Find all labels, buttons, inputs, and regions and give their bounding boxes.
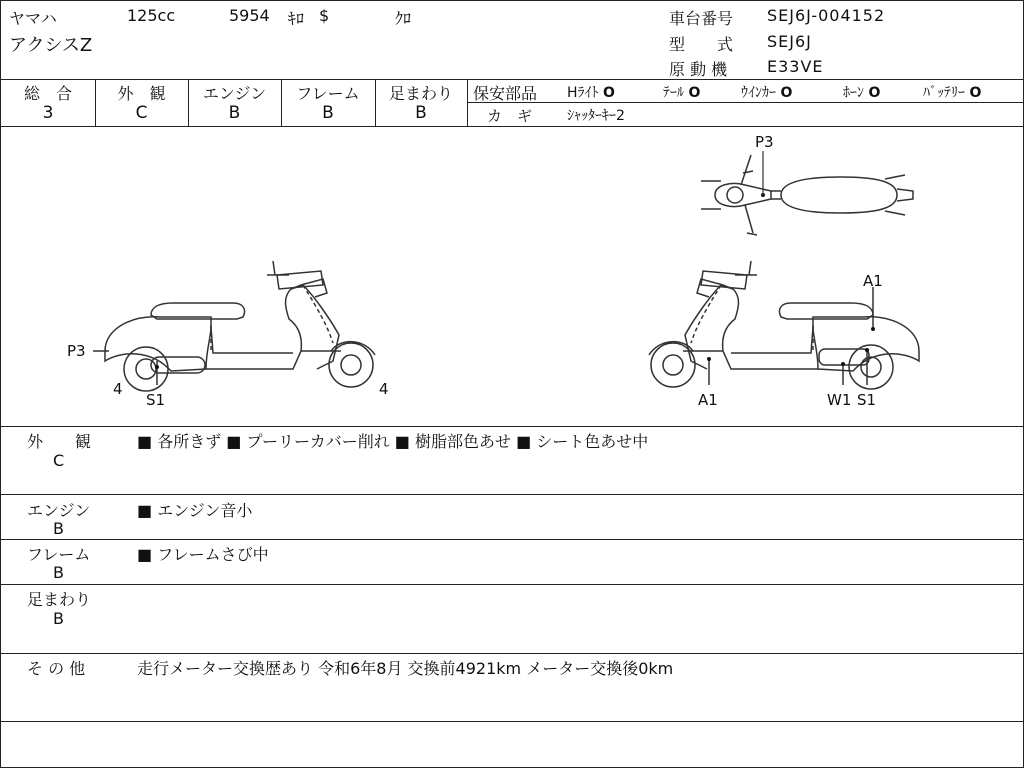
suspension-label: 足まわり: [388, 84, 453, 103]
top-view-scooter: [701, 155, 913, 235]
frame-section-grade: B: [53, 563, 64, 582]
type-value: SEJ6J: [767, 32, 812, 51]
divider: [1, 79, 1023, 80]
frame-label: フレーム: [296, 84, 360, 103]
divider: [1, 494, 1023, 495]
exterior-section-grade: C: [53, 451, 65, 470]
divider: [1, 539, 1023, 540]
safety-item-headlight: Hﾗｲﾄ O: [567, 85, 615, 101]
divider: [1, 721, 1023, 722]
key-value: ｼｬｯﾀｰｷｰ2: [567, 108, 625, 124]
total-grade: 3: [42, 103, 54, 123]
frame-grade: B: [322, 103, 334, 123]
frame-section-label: フレーム: [27, 545, 91, 564]
exterior-label: 外 観: [117, 84, 166, 103]
safety-label: 保安部品: [473, 84, 538, 103]
suspension-section-label: 足まわり: [27, 590, 92, 609]
other-section-text: 走行メーター交換歴あり 令和6年8月 交換前4921km メーター交換後0km: [137, 659, 674, 678]
model-name: アクシスZ: [9, 35, 93, 56]
divider: [468, 102, 1023, 103]
engine-grade: B: [228, 103, 241, 123]
key-label: カ ギ: [487, 107, 533, 125]
scooter-diagram-svg: [1, 129, 1023, 425]
total-label: 総 合: [23, 84, 72, 103]
diagram-label-p3-left: P3: [67, 342, 86, 360]
frame-number-value: SEJ6J-004152: [767, 6, 886, 25]
maker: ヤマハ: [9, 9, 57, 28]
engine-section-label: エンジン: [27, 501, 91, 520]
other-section-label: そ の 他: [27, 659, 86, 678]
color: ｸﾛ: [395, 9, 412, 28]
diagram-label-p3-top: P3: [755, 133, 774, 151]
exterior-grade: C: [135, 103, 148, 123]
engine-model-value: E33VE: [767, 57, 824, 76]
diagram-label-a1-bottom: A1: [698, 391, 718, 409]
dollar-mark: $: [319, 6, 330, 25]
safety-item-battery: ﾊﾞｯﾃﾘｰ O: [923, 85, 982, 101]
mileage: 5954: [229, 6, 270, 25]
divider: [1, 426, 1023, 427]
divider: [1, 584, 1023, 585]
engine-label: エンジン: [202, 84, 267, 103]
engine-section-grade: B: [53, 519, 64, 538]
divider: [1, 126, 1023, 127]
engine-section-text: ■ エンジン音小: [137, 501, 253, 520]
header: [1, 1, 1023, 79]
frame-section-text: ■ フレームさび中: [137, 545, 269, 564]
suspension-grade: B: [415, 103, 427, 123]
divider: [467, 79, 468, 126]
diagram-label-4-right: 4: [379, 380, 389, 398]
diagram-label-s1-right: S1: [857, 391, 877, 409]
engine-model-label: 原 動 機: [669, 60, 728, 79]
left-side-scooter: [93, 261, 375, 391]
diagram-label-w1: W1: [827, 391, 852, 409]
suspension-section-grade: B: [53, 609, 64, 628]
exterior-section-label: 外 観: [27, 432, 92, 451]
mileage-unit: ｷﾛ: [288, 9, 305, 28]
displacement: 125cc: [127, 6, 176, 25]
type-label: 型 式: [669, 35, 734, 54]
safety-item-tail: ﾃｰﾙ O: [663, 85, 701, 101]
safety-item-winker: ｳｲﾝｶｰ O: [741, 85, 793, 101]
safety-item-horn: ﾎｰﾝ O: [843, 85, 881, 101]
exterior-section-text: ■ 各所きず ■ プーリーカバー削れ ■ 樹脂部色あせ ■ シート色あせ中: [137, 432, 649, 451]
diagram-label-4-left: 4: [113, 380, 123, 398]
frame-number-label: 車台番号: [669, 9, 734, 28]
damage-diagram: [1, 129, 1023, 425]
diagram-label-a1-top: A1: [863, 272, 883, 290]
diagram-label-s1-left: S1: [146, 391, 166, 409]
divider: [1, 653, 1023, 654]
